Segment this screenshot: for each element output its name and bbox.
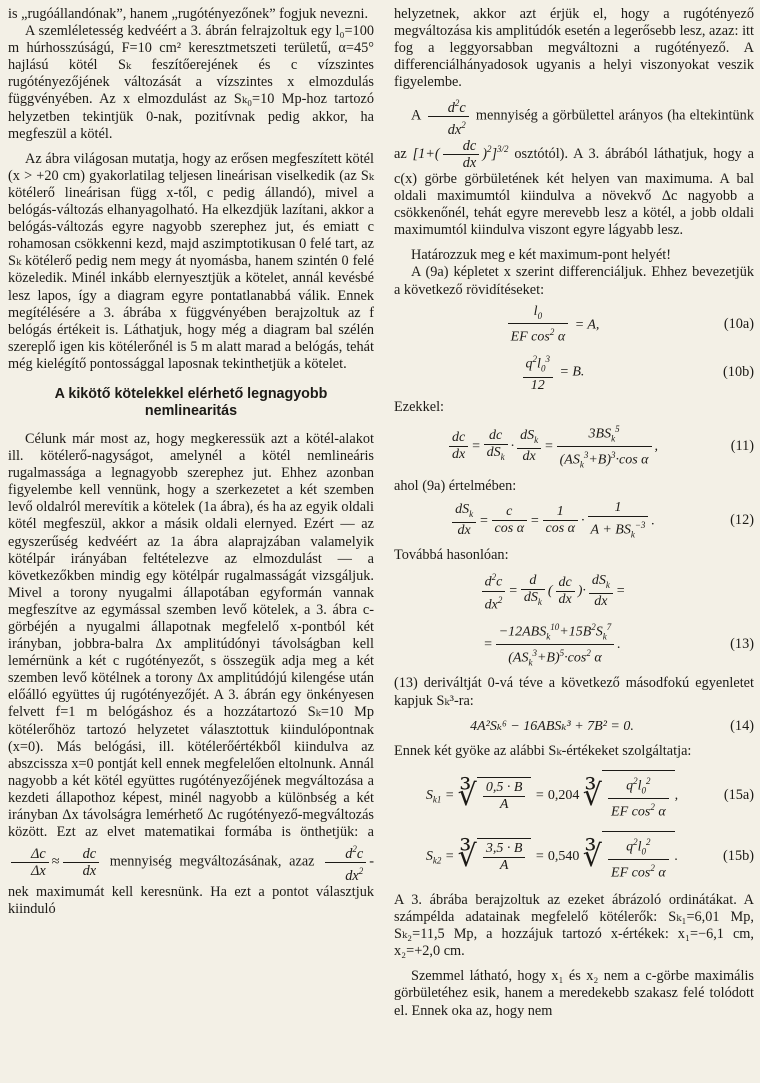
left-column (8, 6, 374, 918)
paragraph: Ezekkel: (394, 398, 445, 415)
equation-11: $\frac{dc}{dx}$ = $\frac{dc}{dS_k}$ · $\frac{dS_k}{dx}$ = $\frac{3BS_k^5}{(AS_k^3+B)^3\cdot\cos \alpha}$ , (11) (394, 421, 754, 473)
section-heading: A kikötő kötelekkel elérhető legnagyobb nemlinearitás (54, 385, 328, 419)
paragraph: Az ábra világosan mutatja, hogy az erősen megfeszített kötél (x > +20 cm) gyakorlatilag teljesen lineárisan viselkedik (az Sₖ kötélerő lineárisan függ x-től, c pedig állandó), mivel a belógás-változás elhanyagolható. Ha elkezdjük lazítani, akkor a belógás-változás egyre nagyobb szerephez jut, és emiatt c rohamosan csökkenni kezd, majd aszimptotikusan 0 felé tart, az Sₖ kötélerő pedig nem megy át nyomásba, hanem szintén 0 felé közeledik. Minél inkább elernyesztjük a kötelet, annál kevésbé lesz lapos, így a diagram egyre pontatlanabbá válik. Ennek megítélésére a 3. ábrába x függvényében berajzoltuk az f belógás értékeit is. Láthatjuk, hogy még a diagram bal szélén szereplő igen kis kötélerőnél is 5 m alatt marad a belógás, tehát még kielégítő pontossággal laposnak tekinthetjük a kötelet. (8, 150, 374, 372)
paragraph-text: Célunk már most az, hogy megkeressük azt a kötél-alakot ill. kötélerő-nagyságot, amelynél a kötél nemlineáris rugalmassága a legnagyobb szerephez jut. Ehhez azonban figyelembe kell vennünk, hogy a szerkezetet a két szemben levő oldalról merevítik a kötelek (1a ábra), és ha az egyik oldali kötél megfeszül, akkor a másik oldali elernyed. Ezért — az egyszerűség kedvéért az 1a ábra alaprajzában valamelyik kötélpár irányában feltételezve az elmozdulást — a következőkben mindig egy kötélpár rugalmasságát vizsgáljuk. Mivel a torony nyugalmi állapotában egyformán vannak megfeszítve az egymással szemben levő kötelek, a 3. ábra c-görbéjén a nyugalmi állapotnak megfelelő x-pontból két irányban, jobbra-balra Δx amplitúdónyi távolságban kell lemérnünk a két c rugótényezőt, s összegük adja meg a két szemben levő kötélnek a torony Δx amplitúdójú kilengése után előálló együttes új rugótényezőjét. A 3. ábrán egy önkényesen felvett f=1 m belógáshoz és a hozzátartozó Sₖ=10 Mp kötélerőhöz tartozó helyzetet választottuk kiindulópontnak (x=0). Más belógási, ill. kötélerőértékből kiindulva az abszcissza x=0 pontját kell ennek megfelelően eltolnunk. Annál nagyobb a két kötél együttes rugótényezőjének megváltozása a kezdeti állapothoz képest, minél nagyobb a különbség a két irányban Δx távolságra lemérhető Δc rugótényező-megváltozás között. Ezt az elvet matematikai formába is önthetjük: a (8, 430, 374, 841)
equation-13a: $\frac{d^2c}{dx^2}$ = $\frac{d}{dS_k}$ ( $\frac{dc}{dx}$ )· $\frac{dS_k}{dx}$ = (394, 569, 754, 613)
paragraph: Ennek két gyöke az alábbi Sₖ-értékeket szolgáltatja: (394, 742, 692, 759)
paragraph-text: mennyiség a görbülettel arányos (ha eltekintünk az (394, 108, 754, 162)
paragraph: A 3. ábrába berajzoltuk az ezeket ábrázoló ordinátákat. A számpélda adatainak megfelelő kötélerők: Sₖ₁=6,01 Mp, Sₖ₂=11,5 Mp, a hozzájuk tartozó x-értékek: x₁=−6,1 cm, x₂=+2,0 cm. (394, 892, 754, 960)
fraction-d2c-dx2: $\frac{d^2c}{dx^2}$ (428, 95, 469, 138)
right-column (394, 6, 754, 1020)
paragraph: is „rugóállandónak”, hanem „rugótényezőnek” fogjuk nevezni. (8, 6, 369, 22)
paragraph: Határozzuk meg e két maximum-pont helyét! (411, 247, 672, 264)
equation-15a: $S_{k1}$ = ∛ $\frac{0,5 \cdot B}{A}$ = 0,204 ∛ $\frac{q^2l_0^2}{EF \cos^2 \alpha}$ , (15a) (394, 770, 754, 821)
paragraph: (13) deriváltját 0-vá téve a következő másodfokú egyenletet kapjuk Sₖ³-ra: (394, 675, 754, 709)
paragraph-text: -nek maximumát kell keresnünk. Ha ezt a pontot választjuk kiinduló (8, 853, 374, 917)
paragraph: ahol (9a) értelmében: (394, 477, 517, 494)
paragraph-text: osztótól). A 3. ábrából láthatjuk, hogy a c(x) görbe görbületének két helyen van maximuma. A bal oldali maximumtól kiindulva a növekvő Δc nagyobb a csökkenőnél, tehát egyre merevebb lesz a kötél, a jobb oldali maximumtól kiindulva viszont egyre lágyabb lesz. (394, 145, 754, 239)
paragraph: A (9a) képletet x szerint differenciáljuk. Ehhez bevezetjük a következő rövidítéseket: (394, 264, 754, 298)
equation-13: = $\frac{-12ABS_k^{10}+15B^2S_k^7}{(AS_k^3+B)^5\cdot\cos^2 \alpha}$ . (13) (394, 619, 754, 671)
equation-10a: $\frac{l_0}{EF \cos^2 \alpha}$ = A, (10a) (394, 304, 754, 346)
fraction-dc-dx-approx: $\frac{\Delta c}{\Delta x}$ (11, 846, 49, 879)
equation-14: 4A²Sₖ⁶ − 16ABSₖ³ + 7B² = 0. (14) (470, 717, 754, 734)
paragraph: A $\frac{d^2c}{dx^2}$ mennyiség a görbülettel arányos (ha eltekintünk az [1+( $\frac{dc}{dx}$ )$^2$]$^{3/2}$ osztótól). A 3. ábrából láthatjuk, hogy a c(x) görbe görbületének két helyen van maximuma. A bal oldali maximumtól kiindulva a növekvő Δc nagyobb a csökkenőnél, tehát egyre merevebb lesz a kötél, a jobb oldali maximumtól kiindulva viszont egyre lágyabb lesz. (394, 95, 754, 239)
paragraph: Továbbá hasonlóan: (394, 547, 509, 564)
fraction-dc-dx: $\frac{dc}{dx}$ (63, 846, 100, 879)
curvature-denominator: [1+( $\frac{dc}{dx}$ )$^2$]$^{3/2}$ (412, 138, 509, 171)
paragraph-text: mennyiség megváltozásának, azaz (109, 853, 315, 870)
equation-15b: $S_{k2}$ = ∛ $\frac{3,5 \cdot B}{A}$ = 0,540 ∛ $\frac{q^2l_0^2}{EF \cos^2 \alpha}$ . (15b) (394, 831, 754, 882)
equation-10b: $\frac{q^2l_0^3}{12}$ = B. (10b) (394, 351, 754, 393)
paragraph: A szemléletesség kedvéért a 3. ábrán felrajzoltuk egy l₀=100 m húrhosszúságú, F=10 cm² keresztmetszeti területű, α=45° hajlású kötél Sₖ feszítőerejének és c vízszintes rugótényezőjének változását a vízszintes x elmozdulás függvényében. Az x elmozdulást az Sₖ₀=10 Mp-hoz tartozó helyzetben tekintjük 0-nak, pozitívnak pedig akkor, ha megfeszül a kötél. (8, 23, 374, 142)
paragraph: Célunk már most az, hogy megkeressük azt a kötél-alakot ill. kötélerő-nagyságot, amelynél a kötél nemlineáris rugalmassága a legnagyobb szerephez jut. Ehhez azonban figyelembe kell vennünk, hogy a szerkezetet a két szemben levő oldalról merevítik a kötelek (1a ábra), és ha az egyik oldali kötél megfeszül, akkor a másik oldali elernyed. Ezért — az egyszerűség kedvéért az 1a ábra alaprajzában valamelyik kötélpár irányában feltételezve az elmozdulást — a következőkben mindig egy kötélpár rugalmasságát vizsgáljuk. Mivel a torony nyugalmi állapotában egyformán vannak megfeszítve az egymással szemben levő kötelek, a 3. ábra c-görbéjén a nyugalmi állapotnak megfelelő x-pontból két irányban, jobbra-balra Δx amplitúdónyi távolságban kell lemérnünk a két c rugótényezőt, s összegük adja meg a két szemben levő kötélnek a torony Δx amplitúdójú kilengése után előálló együttes új rugótényezőjét. A 3. ábrán egy önkényesen felvett f=1 m belógáshoz és a hozzátartozó Sₖ=10 Mp kötélerőhöz tartozó helyzetet választottuk kiindulópontnak (x=0). Más belógási, ill. kötélerőértékből kiindulva az abszcissza x=0 pontját kell ennek megfelelően eltolnunk. Annál nagyobb a két kötél együttes rugótényezőjének megváltozása a kezdeti állapothoz képest, minél nagyobb a különbség a két irányban Δx távolságra lemérhető Δc rugótényező-megváltozás között. Ezt az elvet matematikai formába is önthetjük: a $\frac{\Delta c}{\Delta x}$ ≈ $\frac{dc}{dx}$ mennyiség megváltozásának, azaz $\frac{d^2c}{dx^2}$ -nek maximumát kell keresnünk. Ha ezt a pontot választjuk kiinduló (8, 430, 374, 917)
paragraph: helyzetnek, akkor azt érjük el, hogy a rugótényező megváltozása kis amplitúdók esetén a legerősebb lesz, azaz: itt fog a leggyorsabban megváltozni a rugótényező. A differenciálhányadosok ugyanis a helyi viszonyokat veszik figyelembe. (394, 6, 754, 91)
paragraph: Szemmel látható, hogy x₁ és x₂ nem a c-görbe maximális görbületéhez esik, hanem a meredekebb szakasz felé tolódott el. Ennek oka az, hogy nem (394, 968, 754, 1019)
fraction-d2c-dx2: $\frac{d^2c}{dx^2}$ (325, 841, 366, 884)
equation-12: $\frac{dS_k}{dx}$ = $\frac{c}{\text{cos α}}$ = $\frac{1}{\text{cos α}}$ · $\frac{1}{A + BS_k^{-3}}$ . (12) (394, 500, 754, 542)
